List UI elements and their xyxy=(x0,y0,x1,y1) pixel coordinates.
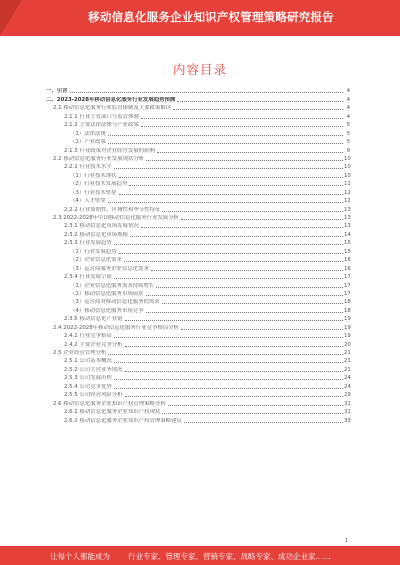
toc-entry[interactable] xyxy=(46,112,350,120)
toc-entry-label: 2.3.3 行业发展趋势 xyxy=(64,240,112,247)
toc-entry-page: 29 xyxy=(344,392,351,399)
toc-entry-page: 15 xyxy=(344,248,351,255)
toc-entry-label: 2.3.5 移动信息化产业链 xyxy=(64,316,123,323)
toc-entry[interactable] xyxy=(46,180,350,188)
toc-entry-label: 2.5.4 公司竞争优势 xyxy=(64,383,112,390)
toc-leader-dots xyxy=(119,193,343,195)
toc-entry-page: 24 xyxy=(344,383,351,390)
toc-leader-dots xyxy=(141,226,343,228)
toc-entry[interactable] xyxy=(46,374,350,382)
toc-entry-page: 13 xyxy=(344,206,351,213)
toc-entry-label: 2.1 移动信息化服务行业监管体制及主要政策解读 xyxy=(53,105,172,112)
toc-leader-dots xyxy=(125,395,343,397)
toc-leader-dots xyxy=(168,404,343,406)
toc-leader-dots xyxy=(108,353,343,355)
toc-leader-dots xyxy=(114,336,343,338)
toc-entry-label: （1）企业信息化服务需求持续增长 xyxy=(70,282,155,289)
toc-entry-page: 13 xyxy=(344,215,351,221)
toc-entry[interactable] xyxy=(46,104,350,112)
toc-entry-page: 12 xyxy=(344,198,351,205)
toc-entry-page: 5 xyxy=(346,130,350,137)
toc-entry-label: （4）人才壁垒 xyxy=(70,198,106,205)
toc-leader-dots xyxy=(108,201,343,203)
toc-entry-page: 19 xyxy=(344,333,351,340)
toc-leader-dots xyxy=(114,243,343,245)
toc-entry[interactable] xyxy=(46,239,350,247)
toc-entry-page: 31 xyxy=(344,400,351,407)
toc-entry[interactable] xyxy=(46,365,350,373)
toc-entry[interactable] xyxy=(46,298,350,306)
toc-entry-page: 10 xyxy=(344,172,351,179)
toc-entry[interactable] xyxy=(46,273,350,281)
toc-leader-dots xyxy=(114,361,343,363)
toc-entry-label: 2.6.2 移动信息化服务企业知识产权管理策略建议 xyxy=(64,417,182,424)
toc-entry[interactable] xyxy=(46,95,350,103)
toc-leader-dots xyxy=(124,260,343,262)
toc-entry-label: 2.6 移动信息化服务企业知识产权管理策略分析 xyxy=(53,400,166,407)
toc-leader-dots xyxy=(146,311,343,313)
toc-entry-label: （2）产业政策 xyxy=(70,139,106,146)
header-accent xyxy=(0,0,22,36)
toc-entry-label: （2）移动信息化服务市场前景 xyxy=(70,290,144,297)
toc-entry[interactable] xyxy=(46,391,350,399)
footer-slogan-right: 行业专家、管理专家、营销专家、战略专家、成功企业家…… xyxy=(128,552,331,561)
toc-entry-page: 4 xyxy=(346,96,350,103)
toc-entry-page: 5 xyxy=(346,122,350,129)
toc-entry-page: 17 xyxy=(344,290,351,297)
toc-entry-label: （2）行业技术发展趋势 xyxy=(70,181,128,188)
toc-entry-label: 一、引言 xyxy=(46,88,68,95)
toc-leader-dots xyxy=(141,117,343,119)
toc-leader-dots xyxy=(157,151,343,153)
toc-leader-dots xyxy=(114,387,343,389)
toc-leader-dots xyxy=(162,302,343,304)
toc-entry-page: 12 xyxy=(344,189,351,196)
toc-leader-dots xyxy=(130,235,343,237)
toc-leader-dots xyxy=(173,108,343,110)
toc-leader-dots xyxy=(119,252,343,254)
toc-entry-label: 2.3.4 行业发展空间 xyxy=(64,274,112,281)
toc-leader-dots xyxy=(114,277,343,279)
toc-entry-page: 18 xyxy=(344,299,351,306)
toc-entry-page: 9 xyxy=(346,147,350,154)
toc-entry-label: （1）行业发展趋势 xyxy=(70,248,117,255)
toc-entry[interactable] xyxy=(46,281,350,289)
toc-entry-label: 2.1.1 行业主管部门与监管体制 xyxy=(64,113,139,120)
toc-entry[interactable] xyxy=(46,247,350,255)
toc-entry-label: 2.2 移动信息化服务行业发展现状分析 xyxy=(53,155,145,162)
toc-entry-page: 4 xyxy=(346,88,350,95)
toc-leader-dots xyxy=(146,159,343,161)
toc-leader-dots xyxy=(114,378,343,380)
toc-entry[interactable] xyxy=(46,357,350,365)
toc-leader-dots xyxy=(162,210,343,212)
toc-entry-label: 2.2.1 行业技术水平 xyxy=(64,164,112,171)
toc-entry[interactable] xyxy=(46,382,350,390)
toc-entry-label: 2.6.1 移动信息化服务企业知识产权现状 xyxy=(64,409,161,416)
toc-entry[interactable] xyxy=(46,306,350,314)
toc-leader-dots xyxy=(108,134,343,136)
page-number: 1 xyxy=(345,538,349,544)
toc-entry-label: （2）企业信息化需求 xyxy=(70,257,122,264)
toc-entry-page: 17 xyxy=(344,282,351,289)
toc-entry-page: 19 xyxy=(344,324,351,331)
toc-leader-dots xyxy=(146,294,343,296)
toc-entry[interactable] xyxy=(46,222,350,230)
toc-entry[interactable] xyxy=(46,230,350,238)
toc-entry-label: （3）行业技术壁垒 xyxy=(70,189,117,196)
toc-entry-page: 16 xyxy=(344,265,351,272)
header-bar xyxy=(0,0,400,36)
toc-entry-label: 2.5.5 公司经营风险分析 xyxy=(64,392,123,399)
toc-entry-page: 20 xyxy=(344,341,351,348)
toc-entry[interactable] xyxy=(46,214,350,222)
toc-leader-dots xyxy=(184,421,343,423)
toc-entry-page: 10 xyxy=(344,164,351,171)
toc-entry-page: 14 xyxy=(344,231,351,238)
report-title: 移动信息化服务企业知识产权管理策略研究报告 xyxy=(88,10,334,24)
toc-entry[interactable] xyxy=(46,197,350,205)
toc-entry-label: 2.5.3 公司发展历程 xyxy=(64,375,112,382)
toc-leader-dots xyxy=(125,370,343,372)
toc-entry[interactable] xyxy=(46,399,350,407)
toc-heading: 内容目录 xyxy=(172,62,227,77)
toc-entry[interactable] xyxy=(46,205,350,213)
toc-entry-label: 2.4.1 行业竞争格局 xyxy=(64,333,112,340)
toc-entry-label: 2.2.2 行业周期性、区域性和季节性特征 xyxy=(64,206,161,213)
toc-leader-dots xyxy=(151,269,343,271)
toc-entry-page: 31 xyxy=(344,409,351,416)
toc-entry-page: 33 xyxy=(344,417,351,424)
toc-entry-label: 2.5 企业经营管理分析 xyxy=(53,350,107,356)
toc-entry-page: 15 xyxy=(344,240,351,247)
toc-entry-label: （3）运营商服务企业信息化需求 xyxy=(70,265,149,272)
toc-entry-page: 4 xyxy=(346,113,350,120)
toc-entry-label: 2.1.3 行业政策对企业经营发展的影响 xyxy=(64,147,155,154)
toc-entry-label: 2.1.2 主要法律法规与产业政策 xyxy=(64,122,139,129)
toc-leader-dots xyxy=(70,91,343,93)
toc-entry-label: 2.5.2 公司主营业务情况 xyxy=(64,366,123,373)
footer-bar xyxy=(0,546,400,565)
toc-leader-dots xyxy=(181,218,343,220)
toc-entry[interactable] xyxy=(46,340,350,348)
toc-entry-label: （1）行业技术现状 xyxy=(70,172,117,179)
toc-leader-dots xyxy=(156,286,343,288)
toc-entry-page: 11 xyxy=(344,181,351,188)
toc-entry-page: 18 xyxy=(344,307,351,314)
toc-entry[interactable] xyxy=(46,323,350,331)
toc-entry-page: 16 xyxy=(344,257,351,264)
toc-entry[interactable] xyxy=(46,349,350,357)
toc-entry[interactable] xyxy=(46,146,350,154)
toc-entry-label: 2.4 2022-2028年移动信息化服务行业竞争格局分析 xyxy=(53,324,179,331)
toc-entry-label: 2.3.1 移动信息化市场发展情况 xyxy=(64,223,139,230)
toc-entry-page: 17 xyxy=(344,274,351,281)
toc-entry[interactable] xyxy=(46,256,350,264)
toc-entry-page: 21 xyxy=(344,358,351,365)
toc-leader-dots xyxy=(162,412,343,414)
toc-entry-label: （1）法律法规 xyxy=(70,130,106,137)
toc-entry[interactable] xyxy=(46,315,350,323)
toc-entry[interactable] xyxy=(46,188,350,196)
toc-entry[interactable] xyxy=(46,171,350,179)
toc-entry[interactable] xyxy=(46,264,350,272)
toc-leader-dots xyxy=(108,142,343,144)
toc-entry-page: 19 xyxy=(344,316,351,323)
toc-entry-page: 5 xyxy=(346,139,350,146)
toc-leader-dots xyxy=(141,125,343,127)
toc-entry[interactable] xyxy=(46,87,350,95)
toc-entry[interactable] xyxy=(46,129,350,137)
toc-entry-label: 2.4.2 主要企业竞争分析 xyxy=(64,341,123,348)
toc-entry[interactable] xyxy=(46,416,350,424)
footer-slogan-left: 让每个人都能成为 xyxy=(50,552,110,561)
toc-entry-page: 21 xyxy=(344,350,351,356)
toc-entry[interactable] xyxy=(46,155,350,163)
toc-entry[interactable] xyxy=(46,332,350,340)
toc-entry[interactable] xyxy=(46,121,350,129)
toc-entry-label: 2.3 2022-2028年中国移动信息化服务行业发展分析 xyxy=(53,215,179,221)
toc-leader-dots xyxy=(125,319,343,321)
toc-entry-page: 13 xyxy=(344,223,351,230)
toc-entry-label: （3）运营商对移动信息化服务的需求 xyxy=(70,299,160,306)
toc-leader-dots xyxy=(114,167,343,169)
toc-entry[interactable] xyxy=(46,408,350,416)
toc-entry-label: 二、2023-2028年移动信息化服务行业发展趋势预测 xyxy=(46,96,176,103)
toc-entry-page: 21 xyxy=(344,366,351,373)
toc-entry-page: 4 xyxy=(346,105,350,112)
toc-leader-dots xyxy=(181,328,343,330)
toc-entry[interactable] xyxy=(46,138,350,146)
toc-entry-page: 24 xyxy=(344,375,351,382)
toc-leader-dots xyxy=(177,100,343,102)
toc-leader-dots xyxy=(119,176,343,178)
toc-entry-page: 10 xyxy=(344,155,351,162)
toc-entry-label: （4）移动信息化服务市场竞争 xyxy=(70,307,144,314)
table-of-contents xyxy=(46,87,350,425)
toc-entry-label: 2.5.1 公司基本概况 xyxy=(64,358,112,365)
toc-entry-label: 2.3.2 移动信息化市场规模 xyxy=(64,231,128,238)
toc-leader-dots xyxy=(125,345,343,347)
toc-entry[interactable] xyxy=(46,163,350,171)
toc-leader-dots xyxy=(129,184,343,186)
toc-entry[interactable] xyxy=(46,290,350,298)
